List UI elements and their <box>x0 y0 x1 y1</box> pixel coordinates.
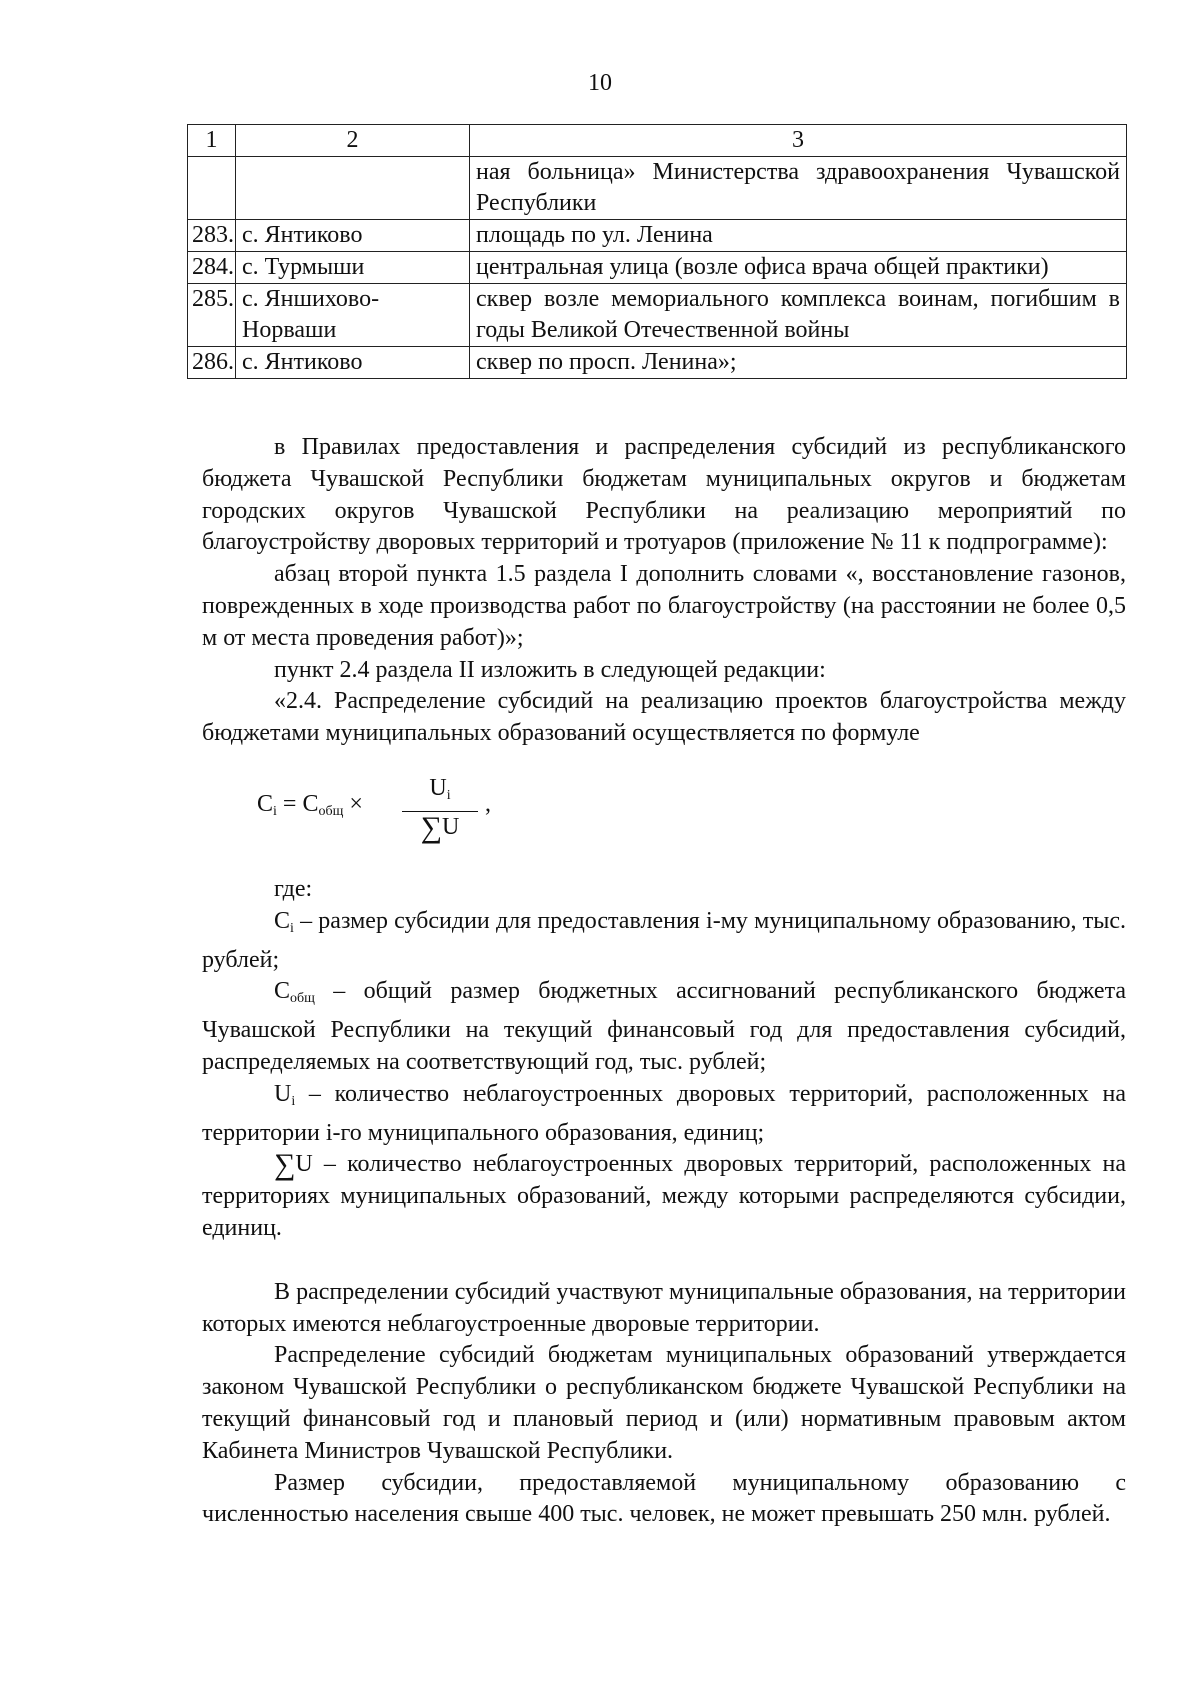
table-row <box>188 347 1127 379</box>
formula-fraction <box>402 774 478 844</box>
paragraph-rules-amendment: в Правилах предоставления и распределения субсидий из республиканского бюджета Чувашской Республики бюджетам муниципальных округов и бюджетам городских округов Чувашской Республики на реализацию мероприятий по благоустройству дворовых территорий и тротуаров (приложение № 11 к подпрограмме): <box>202 434 1126 556</box>
row-description: центральная улица (возле офиса врача общей практики) <box>470 252 1127 284</box>
formula-lhs: $C_i = C_{общ}$ × <box>257 790 363 819</box>
row-place: с. Янтиково <box>236 220 470 252</box>
row-number: 286. <box>188 347 236 379</box>
table-header-row <box>188 125 1127 157</box>
paragraph-limit: Размер субсидии, предоставляемой муниципальному образованию с численностью населения свыше 400 тыс. человек, не может превышать 250 млн. рублей. <box>202 1469 1126 1528</box>
definitions-title: где: <box>274 875 313 902</box>
column-header: 1 <box>188 125 236 157</box>
document-body <box>202 432 1126 1531</box>
row-description: сквер по просп. Ленина»; <box>470 347 1127 379</box>
sigma-icon: ∑ <box>274 1148 296 1182</box>
page-number: 10 <box>588 70 612 96</box>
row-number: 284. <box>188 252 236 284</box>
definition-sum-u: ∑U – количество неблагоустроенных дворовых территорий, расположенных на территориях муниципальных образований, между которыми распределяются субсидии, единиц. <box>202 1148 1126 1241</box>
settlements-table <box>187 124 1127 379</box>
paragraph-point-1-5: абзац второй пункта 1.5 раздела I дополнить словами «, восстановление газонов, поврежденных в ходе производства работ по благоустройству (на расстоянии не более 0,5 м от места проведения работ)»; <box>202 561 1126 651</box>
column-header: 3 <box>470 125 1127 157</box>
paragraph-point-2-4-intro: пункт 2.4 раздела II изложить в следующей редакции: <box>274 656 826 683</box>
row-number <box>188 157 236 220</box>
paragraph-approval: Распределение субсидий бюджетам муниципальных образований утверждается законом Чувашской Республики о республиканском бюджете Чувашской Республики на текущий финансовый год и плановый период и (или) нормативным правовым актом Кабинета Министров Чувашской Республики. <box>202 1342 1126 1464</box>
row-place: с. Яншихово-Норваши <box>236 284 470 347</box>
row-place <box>236 157 470 220</box>
distribution-formula: $C_i = C_{общ}$ × $\frac{U_i}{\sum U}$ , <box>257 774 491 844</box>
formula-denominator: ∑U <box>420 810 460 844</box>
table-row <box>188 220 1127 252</box>
row-number: 285. <box>188 284 236 347</box>
row-description: площадь по ул. Ленина <box>470 220 1127 252</box>
row-number: 283. <box>188 220 236 252</box>
definition-ui: $U_i$ – количество неблагоустроенных дворовых территорий, расположенных на территории i-го муниципального образования, единиц; <box>202 1080 1126 1146</box>
table-row <box>188 252 1127 284</box>
table-row <box>188 157 1127 220</box>
paragraph-participants: В распределении субсидий участвуют муниципальные образования, на территории которых имеются неблагоустроенные дворовые территории. <box>202 1278 1126 1337</box>
row-description: ная больница» Министерства здравоохранения Чувашской Республики <box>470 157 1127 220</box>
definition-cobsh: $C_{общ}$ – общий размер бюджетных ассигнований республиканского бюджета Чувашской Республики на текущий финансовый год для предоставления субсидий, распределяемых на соответствующий год, тыс. рублей; <box>202 978 1126 1075</box>
paragraph-point-2-4-text: «2.4. Распределение субсидий на реализацию проектов благоустройства между бюджетами муниципальных образований осуществляется по формуле <box>202 688 1126 747</box>
table-row <box>188 284 1127 347</box>
definition-ci: $C_i$ – размер субсидии для предоставления i-му муниципальному образованию, тыс. рублей; <box>202 907 1126 973</box>
column-header: 2 <box>236 125 470 157</box>
row-place: с. Турмыши <box>236 252 470 284</box>
row-place: с. Янтиково <box>236 347 470 379</box>
sigma-icon: ∑ <box>420 810 443 844</box>
formula-numerator: $U_i$ <box>402 776 478 812</box>
row-description: сквер возле мемориального комплекса воинам, погибшим в годы Великой Отечественной войны <box>470 284 1127 347</box>
